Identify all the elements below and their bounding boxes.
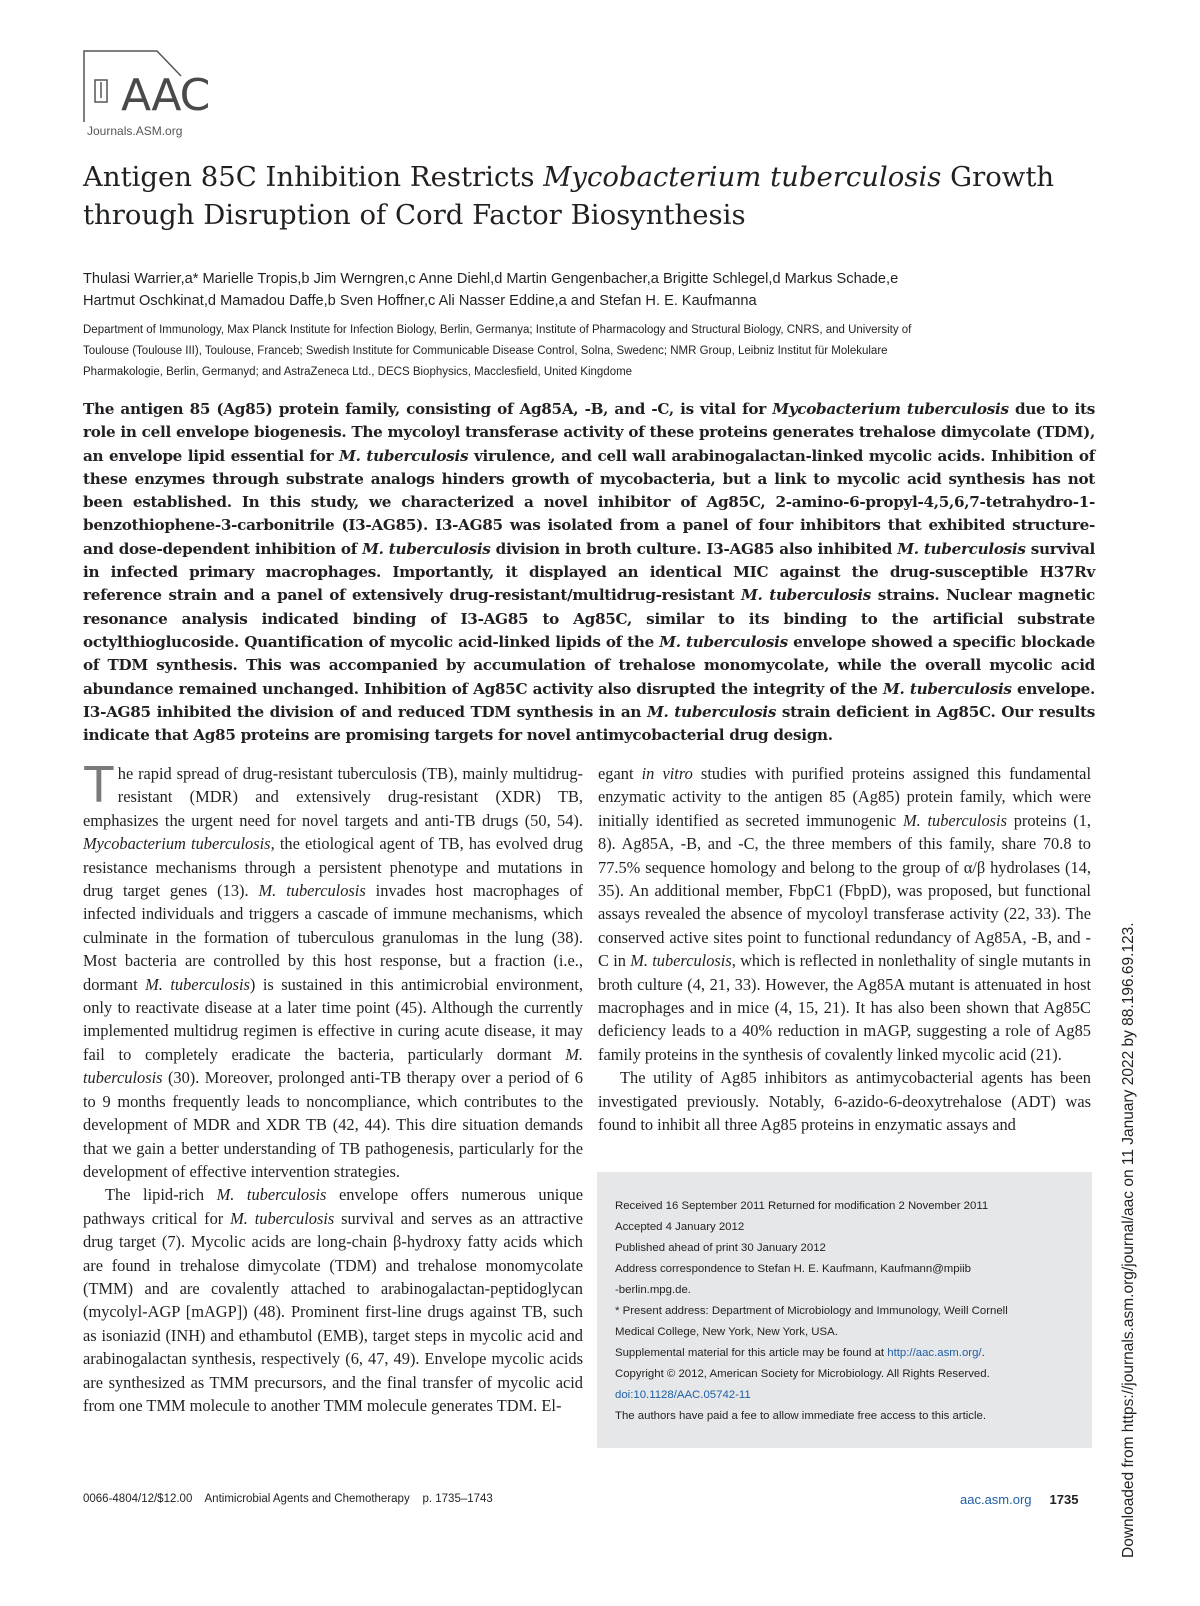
body-paragraph: The utility of Ag85 inhibitors as antimycobacterial agents has been investigated previously. Notably, 6-azido-6-deoxytrehalose (ADT) was found to inhibit all three Ag85 proteins in enzymatic assays and [598, 1068, 1091, 1135]
download-note: Downloaded from https://journals.asm.org/journal/aac on 11 January 2022 by 88.196.69.123. [1120, 922, 1137, 1558]
published-date: Published ahead of print 30 January 2012 [615, 1242, 826, 1254]
authors-line-1: Thulasi Warrier,a* Marielle Tropis,b Jim Werngren,c Anne Diehl,d Martin Gengenbacher,a Brigitte Schlegel,d Markus Schade,e [83, 271, 899, 287]
page-number: 1735 [1049, 1492, 1079, 1507]
logo-text: AAC [121, 70, 210, 121]
drop-cap: T [83, 756, 115, 814]
body-column-right [598, 762, 1091, 1137]
abstract: The antigen 85 (Ag85) protein family, consisting of Ag85A, -B, and -C, is vital for Mycobacterium tuberculosis due to its role in cell envelope biogenesis. The mycoloyl transferase activity of these proteins generates trehalose dimycolate (TDM), an envelope lipid essential for M. tuberculosis virulence, and cell wall arabinogalactan-linked mycolic acids. Inhibition of these enzymes through substrate analogs hinders growth of mycobacteria, but a link to mycolic acid synthesis has not been established. In this study, we characterized a novel inhibitor of Ag85C, 2-amino-6-propyl-4,5,6,7-tetrahydro-1-benzothiophene-3-carbonitrile (I3-AG85). I3-AG85 was isolated from a panel of four inhibitors that exhibited structure- and dose-dependent inhibition of M. tuberculosis division in broth culture. I3-AG85 also inhibited M. tuberculosis survival in infected primary macrophages. Importantly, it displayed an identical MIC against the drug-susceptible H37Rv reference strain and a panel of extensively drug-resistant/multidrug-resistant M. tuberculosis strains. Nuclear magnetic resonance analysis indicated binding of I3-AG85 to Ag85C, similar to its binding to the artificial substrate octylthioglucoside. Quantification of mycolic acid-linked lipids of the M. tuberculosis envelope showed a specific blockade of TDM synthesis. This was accompanied by accumulation of trehalose monomycolate, while the overall mycolic acid abundance remained unchanged. Inhibition of Ag85C activity also disrupted the integrity of the M. tuberculosis envelope. I3-AG85 inhibited the division of and reduced TDM synthesis in an M. tuberculosis strain deficient in Ag85C. Our results indicate that Ag85 proteins are promising targets for novel antimycobacterial drug design. [83, 400, 1095, 745]
article-info-box [597, 1172, 1092, 1448]
doi-link[interactable]: doi:10.1128/AAC.05742-11 [615, 1389, 751, 1401]
access-note: The authors have paid a fee to allow immediate free access to this article. [615, 1410, 987, 1422]
body-paragraph: egant in vitro studies with purified proteins assigned this fundamental enzymatic activity to the antigen 85 (Ag85) protein family, which were initially identified as secreted immunogenic M. tuberculosis proteins (1, 8). Ag85A, -B, and -C, the three members of this family, share 70.8 to 77.5% sequence homology and belong to the group of α/β hydrolases (14, 35). An additional member, FbpC1 (FbpD), was proposed, but functional assays revealed the absence of mycoloyl transferase activity (22, 33). The conserved active sites point to functional redundancy of Ag85A, -B, and -C in M. tuberculosis, which is reflected in nonlethality of single mutants in broth culture (4, 21, 33). However, the Ag85A mutant is attenuated in host macrophages and in mice (4, 15, 21). It has also been shown that Ag85C deficiency leads to a 40% reduction in mAGP, suggesting a role of Ag85 family proteins in the synthesis of covalently linked mycolic acid (21). [598, 764, 1091, 1064]
body-paragraph: The lipid-rich M. tuberculosis envelope offers numerous unique pathways critical for M. tuberculosis survival and serves as an attractive drug target (7). Mycolic acids are long-chain β-hydroxy fatty acids which are found in trehalose dimycolate (TDM) and trehalose monomycolate (TMM) and are covalently attached to arabinogalactan-peptidoglycan (mycolyl-AGP [mAGP]) (48). Prominent first-line drugs against TB, such as isoniazid (INH) and ethambutol (EMB), target steps in mycolic acid and arabinogalactan synthesis, respectively (6, 47, 49). Envelope mycolic acids are synthesized as TMM precursors, and the final transfer of mycolic acid from one TMM molecule to another TMM molecule generates TDM. El- [83, 1185, 584, 1415]
affiliations: Department of Immunology, Max Planck Institute for Infection Biology, Berlin, Germanya; Institute of Pharmacology and Structural Biology, CNRS, and University of Toulouse (Toulouse III), Toulouse, Franceb; Swedish Institute for Communicable Disease Control, Solna, Swedenc; NMR Group, Leibniz Institut für Molekulare Pharmakologie, Berlin, Germanyd; and AstraZeneca Ltd., DECS Biophysics, Macclesfield, United Kingdome [83, 324, 912, 378]
body-paragraph: The rapid spread of drug-resistant tuberculosis (TB), mainly multidrug-resistant (MDR) and extensively drug-resistant (XDR) TB, emphasizes the urgent need for novel targets and anti-TB drugs (50, 54). Mycobacterium tuberculosis, the etiological agent of TB, has evolved drug resistance mechanisms through a persistent phenotype and mutations in drug target genes (13). M. tuberculosis invades host macrophages of infected individuals and triggers a cascade of immune mechanisms, which culminate in the formation of tuberculous granulomas in the lung (38). Most bacteria are controlled by this host response, but a fraction (i.e., dormant M. tuberculosis) is sustained in this antimicrobial environment, only to reactivate disease at a later time point (45). Although the currently implemented multidrug regimen is effective in curing acute disease, it may fail to completely eradicate the bacteria, particularly dormant M. tuberculosis (30). Moreover, prolonged anti-TB therapy over a period of 6 to 9 months frequently leads to noncompliance, which contributes to the development of MDR and XDR TB (42, 44). This dire situation demands that we gain a better understanding of TB pathogenesis, particularly for the development of effective intervention strategies. [83, 756, 583, 1181]
present-address: * Present address: Department of Microbiology and Immunology, Weill Cornell Medical College, New York, New York, USA. [615, 1305, 1008, 1338]
accepted-date: Accepted 4 January 2012 [615, 1221, 745, 1233]
authors-line-2: Hartmut Oschkinat,d Mamadou Daffe,b Sven Hoffner,c Ali Nasser Eddine,a and Stefan H. E. Kaufmanna [83, 293, 757, 309]
supplemental-note: Supplemental material for this article may be found at http://aac.asm.org/. [615, 1347, 985, 1359]
correspondence-address: Address correspondence to Stefan H. E. Kaufmann, Kaufmann@mpiib -berlin.mpg.de. [615, 1263, 972, 1296]
journal-logo [83, 50, 213, 142]
footer-citation: 0066-4804/12/$12.00 Antimicrobial Agents and Chemotherapy p. 1735–1743 [83, 1493, 493, 1505]
received-date: Received 16 September 2011 Returned for modification 2 November 2011 [615, 1200, 989, 1212]
supplemental-link[interactable]: http://aac.asm.org/ [887, 1347, 982, 1359]
author-list [83, 268, 1093, 312]
footer-right [960, 1492, 1078, 1507]
journal-site-link[interactable]: aac.asm.org [960, 1492, 1032, 1507]
logo-url[interactable]: Journals.ASM.org [87, 124, 183, 138]
copyright: Copyright © 2012, American Society for Microbiology. All Rights Reserved. [615, 1368, 990, 1380]
article-title: Antigen 85C Inhibition Restricts Mycobacterium tuberculosis Growth through Disruption of Cord Factor Biosynthesis [83, 161, 1055, 231]
body-column-left [83, 756, 584, 1417]
